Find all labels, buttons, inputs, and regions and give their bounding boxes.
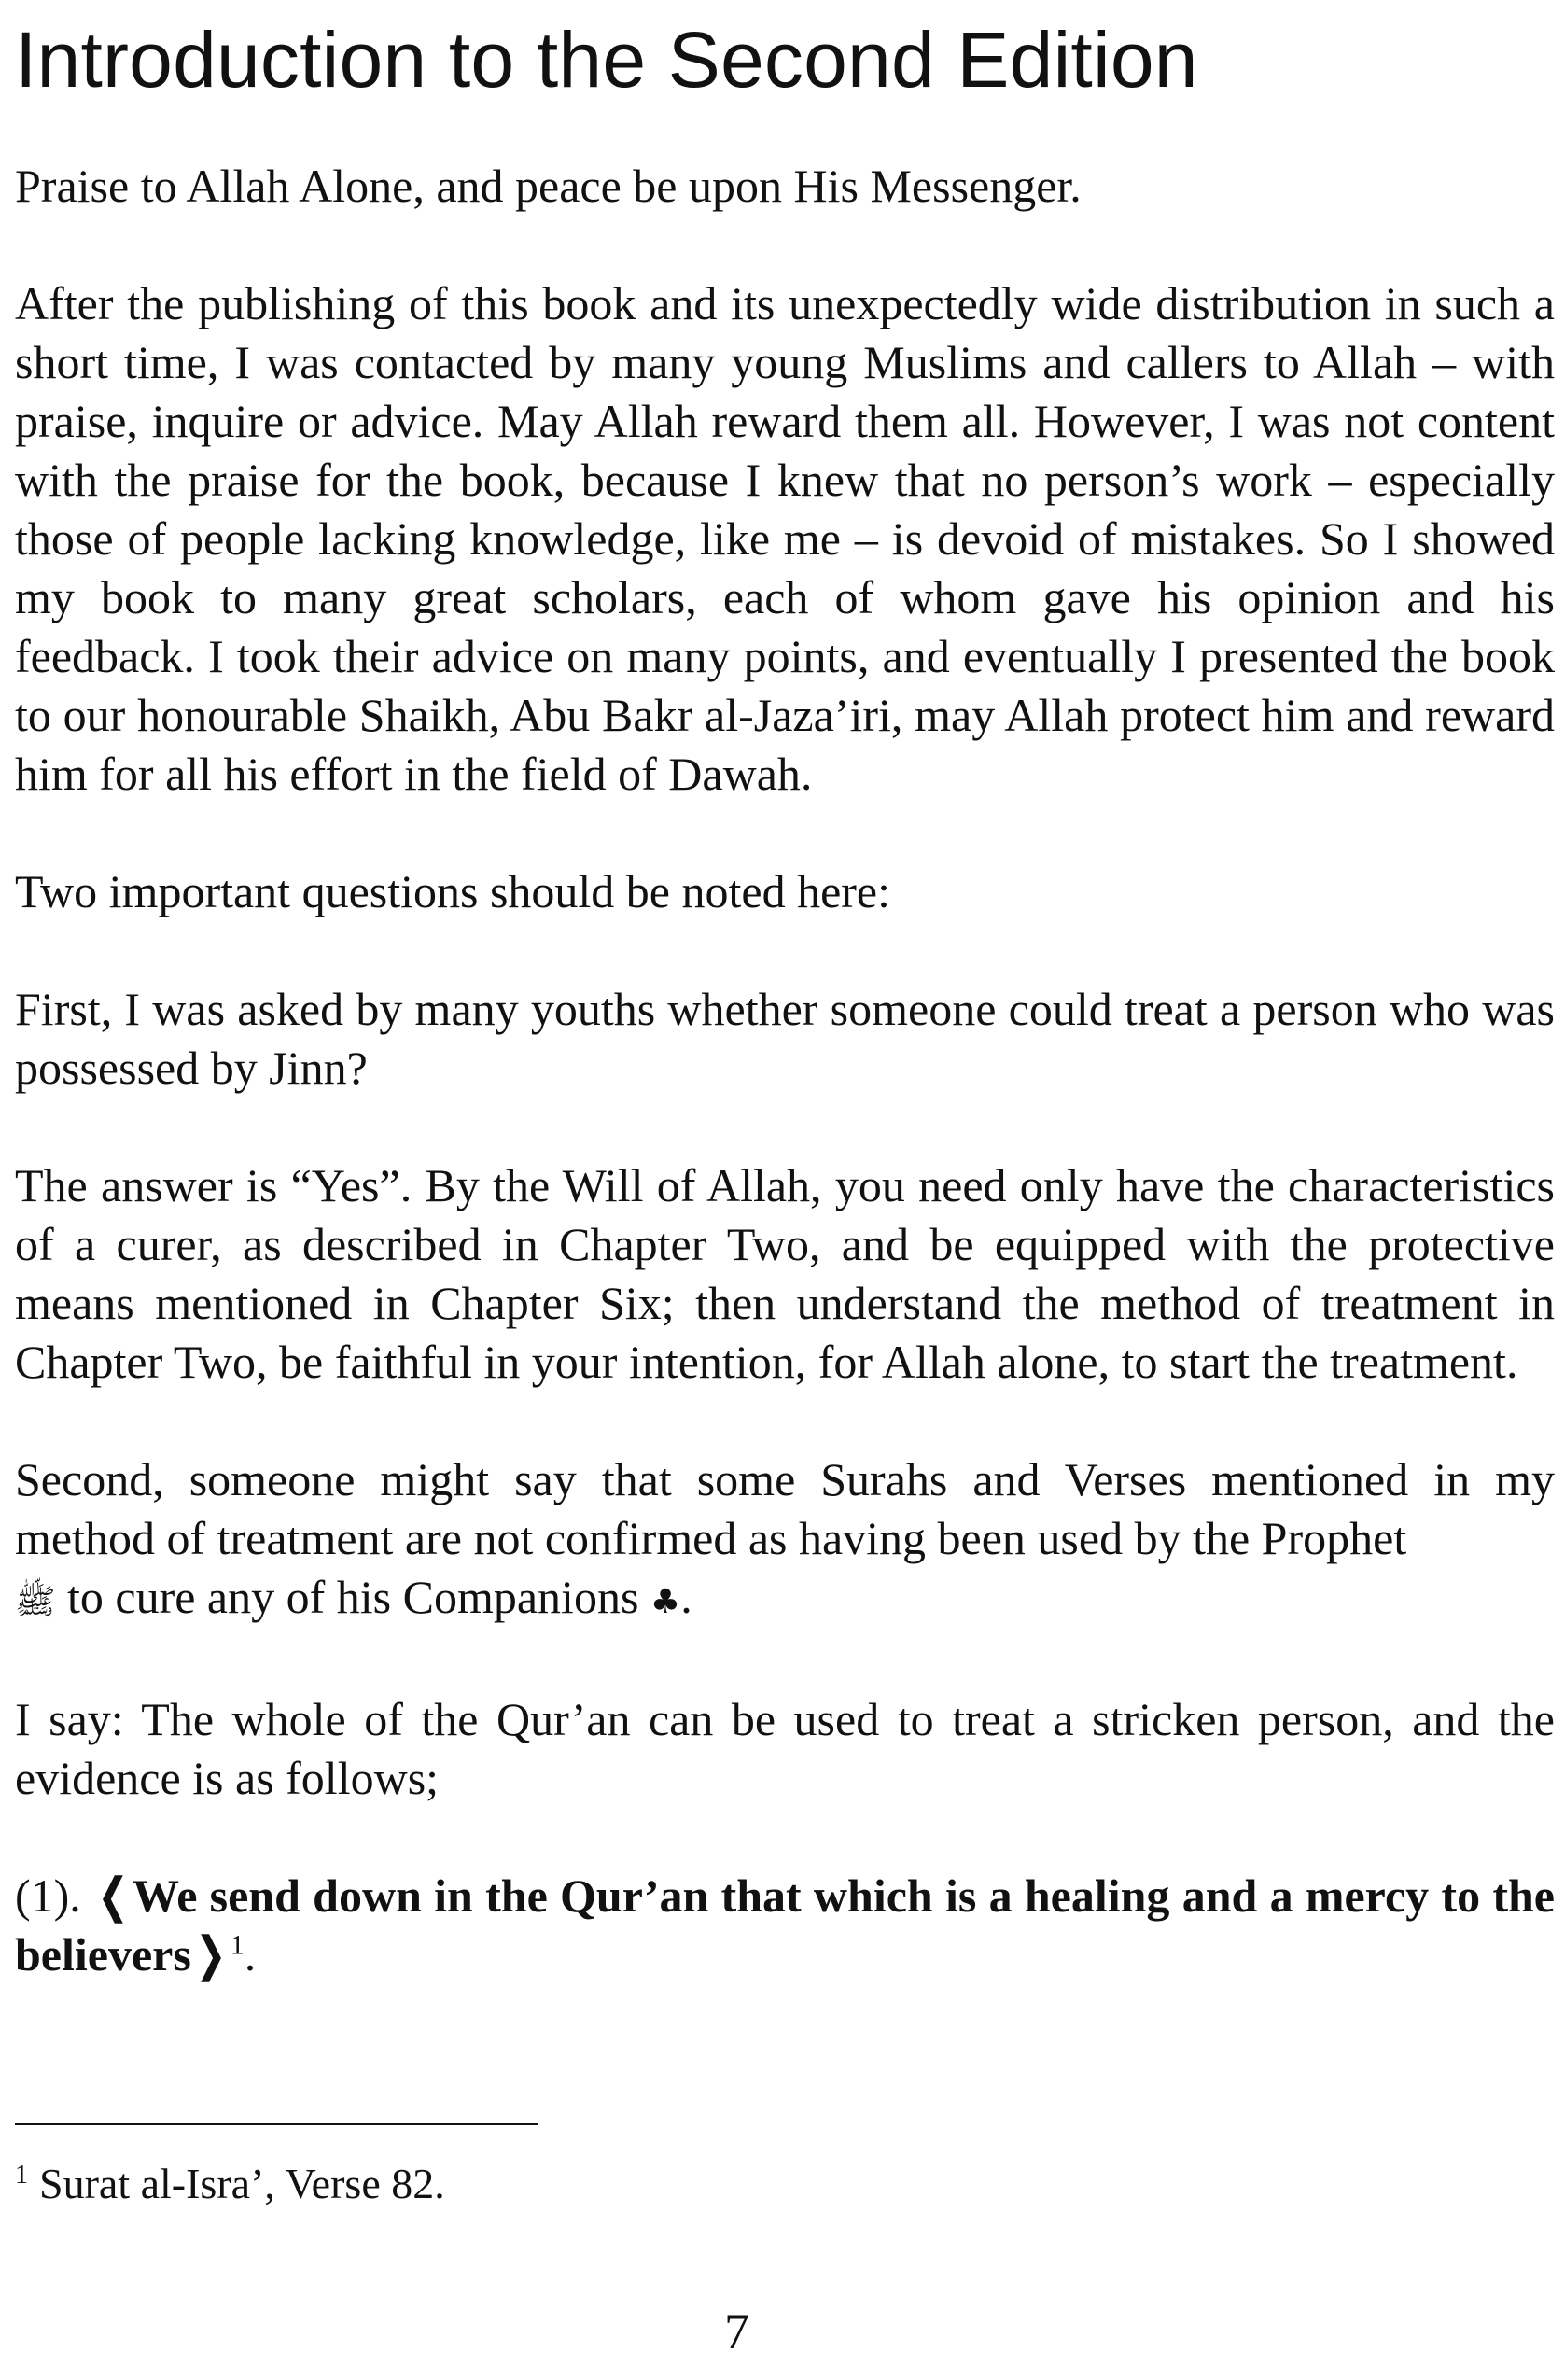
paragraph-questions-intro: Two important questions should be noted here: [15,865,891,917]
page-number: 7 [724,2303,749,2359]
paragraph-publishing: After the publishing of this book and its unexpectedly wide distribution in such a short time, I was contacted by many young Muslims and callers to Allah – with praise, inquire or advice. May Allah reward them all. However, I was not content with the praise for the book, because I knew that no person’s work – especially those of people lacking knowledge, like me – is devoid of mistakes. So I showed my book to many great scholars, each of whom gave his opinion and his feedback. I took their advice on many points, and eventually I presented the book to our honourable Shaikh, Abu Bakr al-Jaza’iri, may Allah protect him and reward him for all his effort in the field of Dawah. [15,277,1555,800]
footnote-separator [15,2123,538,2125]
second-question-text-continued: to cure any of his Companions [67,1571,639,1623]
paragraph-second-question [15,1450,1555,1631]
prophet-salutation-glyph: ﷺ [15,1583,56,1621]
paragraph-evidence-one [15,1867,1555,1984]
second-question-period: . [680,1571,692,1623]
quran-verse-quote: ❬We send down in the Qur’an that which is a healing and a mercy to the believers❭ [15,1869,1555,1981]
footnote [15,2158,445,2210]
footnote-mark: 1 [15,2160,28,2190]
book-page [15,0,1555,2380]
evidence-number: (1). [15,1869,94,1922]
paragraph-first-question: First, I was asked by many youths whether someone could treat a person who was possessed by Jinn? [15,983,1555,1094]
paragraph-answer: The answer is “Yes”. By the Will of Allah, you need only have the characteristics of a curer, as described in Chapter Two, and be equipped with the protective means mentioned in Chapter Six; then understand the method of treatment in Chapter Two, be faithful in your intention, for Allah alone, to start the treatment. [15,1159,1555,1388]
paragraph-praise: Praise to Allah Alone, and peace be upon His Messenger. [15,160,1082,212]
evidence-period: . [244,1928,257,1981]
chapter-title: Introduction to the Second Edition [15,16,1198,104]
footnote-text: Surat al-Isra’, Verse 82. [39,2160,445,2207]
second-question-text: Second, someone might say that some Surahs and Verses mentioned in my method of treatment are not confirmed as having been used by the Prophet [15,1453,1555,1564]
footnote-reference: 1 [230,1929,245,1961]
paragraph-evidence-intro: I say: The whole of the Qur’an can be used to treat a stricken person, and the evidence is as follows; [15,1693,1555,1804]
companions-salutation-glyph: ♣ [650,1583,681,1621]
